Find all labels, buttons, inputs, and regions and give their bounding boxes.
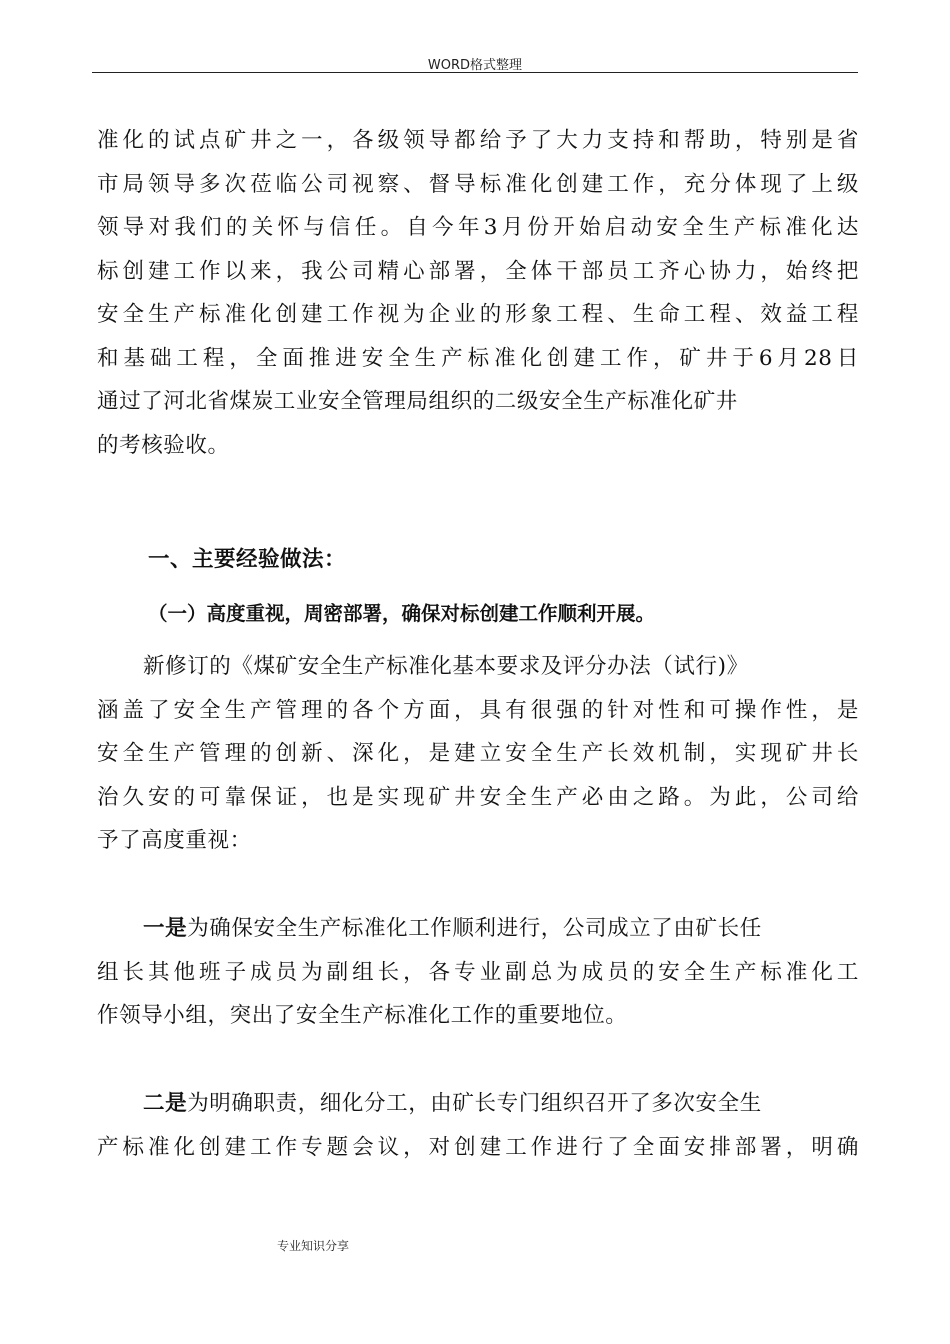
paragraph-one <box>97 907 859 1038</box>
paragraph-line-rest: 为明确职责，细化分工，由矿长专门组织召开了多次安全生 <box>187 1091 762 1116</box>
paragraph-line: 准化的试点矿井之一，各级领导都给予了大力支持和帮助，特别是省 <box>97 128 859 153</box>
paragraph-line: 领导对我们的关怀与信任。自今年3月份开始启动安全生产标准化达 <box>97 215 859 240</box>
page-footer-text: 专业知识分享 <box>277 1239 350 1253</box>
paragraph-line: 产标准化创建工作专题会议，对创建工作进行了全面安排部署，明确 <box>97 1134 859 1160</box>
paragraph-line: 组长其他班子成员为副组长，各专业副总为成员的安全生产标准化工 <box>97 959 859 985</box>
paragraph-line-rest: 为确保安全生产标准化工作顺利进行，公司成立了由矿长任 <box>187 916 762 941</box>
paragraph-line: 的考核验收。 <box>97 432 230 458</box>
section-heading: 一、主要经验做法： <box>148 547 347 572</box>
paragraph-line: 市局领导多次莅临公司视察、督导标准化创建工作，充分体现了上级 <box>97 171 859 197</box>
paragraph-lead: 一是 <box>143 916 188 941</box>
paragraph-line: 涵盖了安全生产管理的各个方面，具有很强的针对性和可操作性，是 <box>97 697 859 723</box>
paragraph-line: 通过了河北省煤炭工业安全管理局组织的二级安全生产标准化矿井 <box>97 389 738 414</box>
paragraph-two <box>97 1082 859 1169</box>
paragraph-first-line <box>97 907 859 951</box>
paragraph-lead: 二是 <box>143 1091 188 1116</box>
paragraph-line: 予了高度重视： <box>97 828 252 853</box>
header-divider <box>92 72 858 73</box>
paragraph-line: 标创建工作以来，我公司精心部署，全体干部员工齐心协力，始终把 <box>97 258 859 284</box>
paragraph-first-line <box>97 1082 859 1126</box>
subsection-heading: （一）高度重视，周密部署，确保对标创建工作顺利开展。 <box>148 602 656 625</box>
paragraph-line: 新修订的《煤矿安全生产标准化基本要求及评分办法（试行)》 <box>143 654 749 679</box>
paragraph-line: 治久安的可靠保证，也是实现矿井安全生产必由之路。为此，公司给 <box>97 784 859 810</box>
paragraph-line: 和基础工程，全面推进安全生产标准化创建工作，矿井于6月28日 <box>97 345 859 371</box>
paragraph-line: 安全生产管理的创新、深化，是建立安全生产长效机制，实现矿井长 <box>97 741 859 766</box>
paragraph-line: 安全生产标准化创建工作视为企业的形象工程、生命工程、效益工程 <box>97 302 859 327</box>
page-header-title: WORD格式整理 <box>427 58 523 73</box>
intro-paragraph <box>97 119 859 467</box>
paragraph-line: 作领导小组，突出了安全生产标准化工作的重要地位。 <box>97 1003 628 1028</box>
standard-paragraph <box>97 645 859 863</box>
